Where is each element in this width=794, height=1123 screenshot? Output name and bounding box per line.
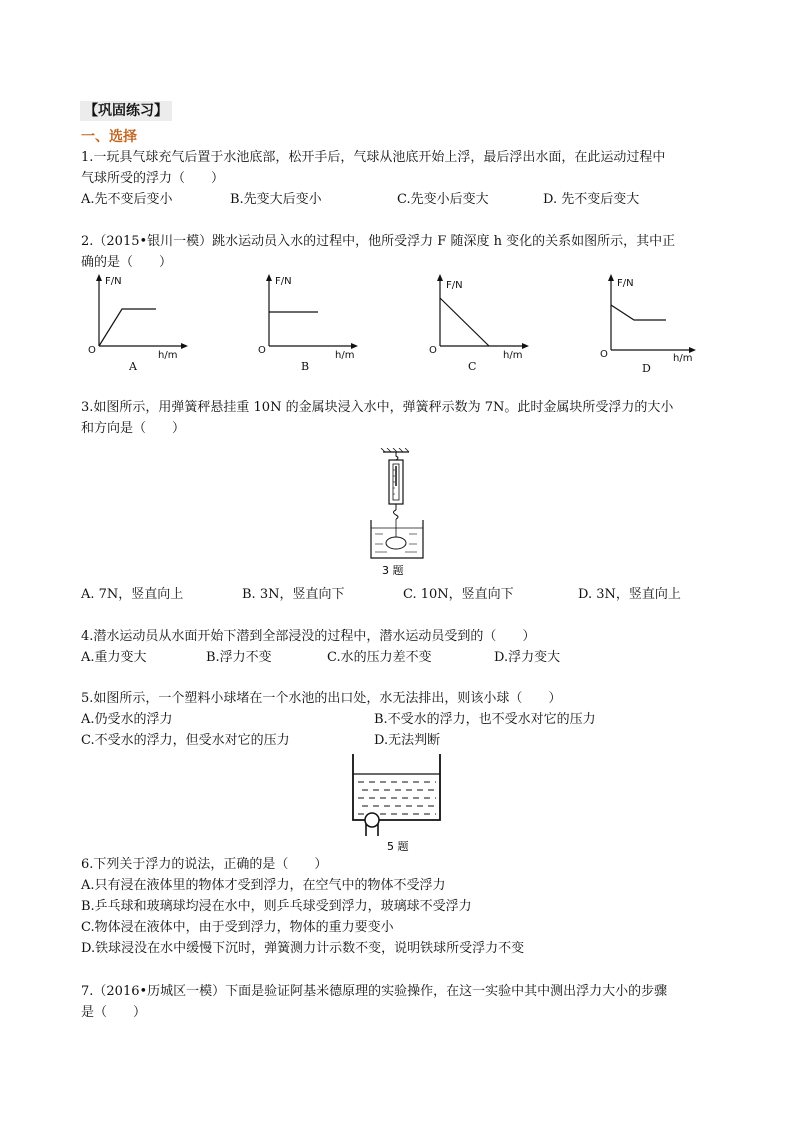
q2-graph-d-ylabel: F/N — [617, 278, 634, 289]
q3-spring-scale-diagram — [365, 448, 429, 578]
q5-option-d: D.无法判断 — [374, 733, 441, 748]
q2-graph-a-label: A — [129, 360, 137, 373]
q2-graph-c-ylabel: F/N — [446, 280, 463, 291]
q1-option-c: C.先变小后变大 — [397, 192, 489, 207]
q6-option-d: D.铁球浸没在水中缓慢下沉时，弹簧测力计示数不变，说明铁球所受浮力不变 — [81, 941, 525, 956]
q4-option-d: D.浮力变大 — [494, 650, 561, 665]
q7-stem-line2: 是（ ） — [81, 1005, 147, 1020]
q4-option-b: B.浮力不变 — [206, 650, 272, 665]
q2-stem-line2: 确的是（ ） — [81, 255, 173, 270]
q4-option-c: C.水的压力差不变 — [327, 650, 432, 665]
q1-option-a: A.先不变后变小 — [81, 192, 173, 207]
q2-graph-a-xlabel: h/m — [158, 350, 178, 361]
q2-graph-c-origin: O — [429, 345, 437, 356]
q1-stem-line1: 1.一玩具气球充气后置于水池底部，松开手后，气球从池底开始上浮，最后浮出水面，在此运动过程中 — [81, 150, 666, 165]
q2-graph-a — [86, 272, 196, 372]
section-heading: 一、选择 — [81, 129, 137, 145]
q2-graph-c — [427, 272, 537, 372]
q2-graph-b — [256, 272, 366, 372]
q5-option-a: A.仍受水的浮力 — [81, 712, 173, 727]
q2-graph-b-ylabel: F/N — [275, 276, 292, 287]
section-label: 【巩固练习】 — [80, 101, 172, 121]
q4-stem: 4.潜水运动员从水面开始下潜到全部浸没的过程中，潜水运动员受到的（ ） — [81, 629, 536, 644]
q6-stem: 6.下列关于浮力的说法，正确的是（ ） — [81, 857, 328, 872]
q5-pool-diagram — [350, 752, 444, 856]
q1-option-b: B.先变大后变小 — [230, 192, 322, 207]
q5-option-c: C.不受水的浮力，但受水对它的压力 — [81, 733, 290, 748]
q4-option-a: A.重力变大 — [81, 650, 147, 665]
q5-stem: 5.如图所示，一个塑料小球堵在一个水池的出口处，水无法排出，则该小球（ ） — [81, 691, 562, 706]
q2-graph-b-xlabel: h/m — [335, 350, 355, 361]
q2-graph-d-label: D — [642, 362, 651, 375]
q2-graph-d — [598, 272, 708, 375]
q3-option-d: D. 3N，竖直向上 — [578, 587, 681, 602]
q2-stem-line1: 2.（2015•银川一模）跳水运动员入水的过程中，他所受浮力 F 随深度 h 变化的关系如图所示，其中正 — [81, 234, 676, 249]
q7-stem-line1: 7.（2016•历城区一模）下面是验证阿基米德原理的实验操作，在这一实验中其中测出浮力大小的步骤 — [81, 984, 668, 999]
q5-figure-caption: 5 题 — [387, 840, 409, 853]
q6-option-a: A.只有浸在液体里的物体才受到浮力，在空气中的物体不受浮力 — [81, 878, 446, 893]
q2-graph-a-origin: O — [88, 345, 96, 356]
q3-figure-caption: 3 题 — [382, 564, 404, 577]
q2-graph-d-origin: O — [600, 349, 608, 360]
q2-graph-a-ylabel: F/N — [105, 276, 122, 287]
q2-graph-d-xlabel: h/m — [673, 353, 693, 364]
q5-option-b: B.不受水的浮力，也不受水对它的压力 — [374, 712, 596, 727]
q1-option-d: D. 先不变后变大 — [543, 192, 640, 207]
q3-stem-line1: 3.如图所示，用弹簧秤悬挂重 10N 的金属块浸入水中，弹簧秤示数为 7N。此时金属块所受浮力的大小 — [81, 400, 674, 415]
q6-option-b: B.乒乓球和玻璃球均浸在水中，则乒乓球受到浮力，玻璃球不受浮力 — [81, 899, 472, 914]
q3-option-b: B. 3N，竖直向下 — [242, 587, 345, 602]
q3-option-a: A. 7N，竖直向上 — [81, 587, 184, 602]
q2-graph-b-origin: O — [258, 345, 266, 356]
q2-graph-c-xlabel: h/m — [503, 350, 523, 361]
q3-option-c: C. 10N，竖直向下 — [403, 587, 514, 602]
q2-graph-c-label: C — [468, 360, 477, 373]
q6-option-c: C.物体浸在液体中，由于受到浮力，物体的重力要变小 — [81, 920, 394, 935]
q2-graph-b-label: B — [301, 360, 310, 373]
q1-stem-line2: 气球所受的浮力（ ） — [81, 171, 225, 186]
q3-stem-line2: 和方向是（ ） — [81, 421, 186, 436]
